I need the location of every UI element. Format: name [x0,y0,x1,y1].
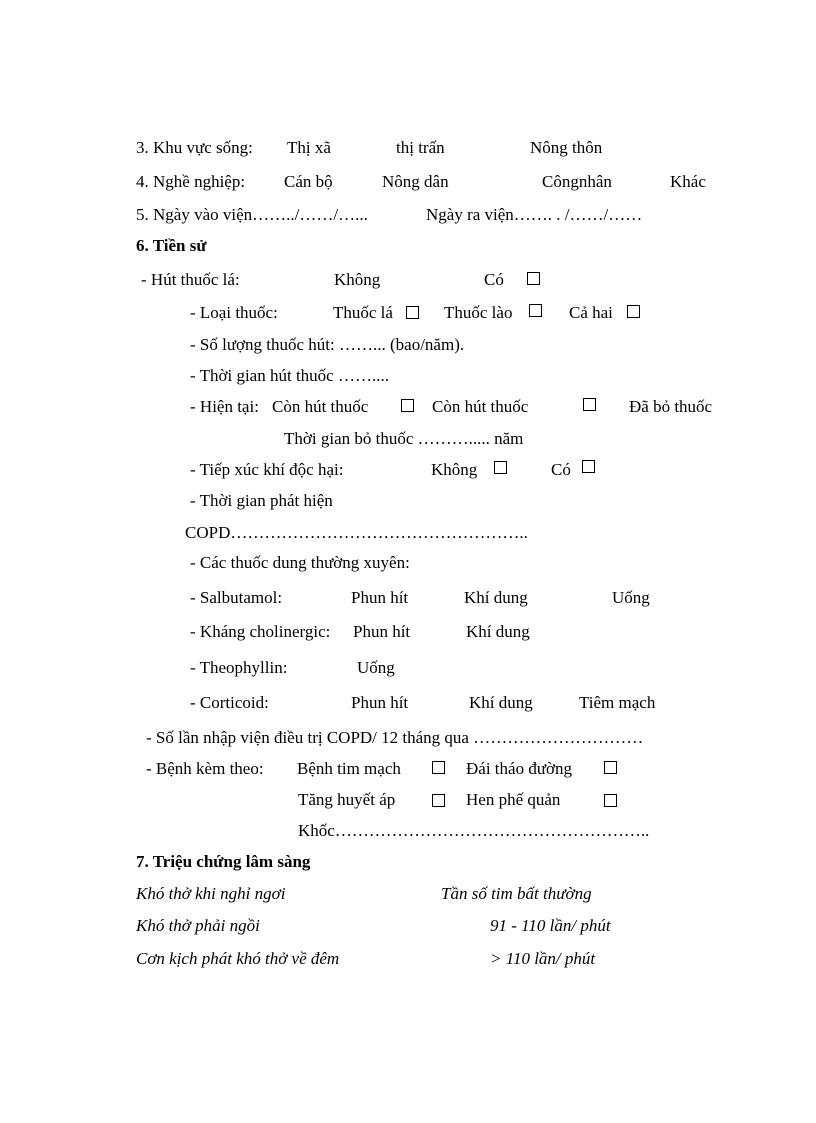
symptom-nocturnal-dyspnea: Cơn kịch phát khó thở về đêm [136,949,340,968]
heart-disease-checkbox[interactable] [432,761,445,774]
discharge-date-field[interactable]: Ngày ra viện……. . /……/…… [426,205,643,224]
copd-detection-field[interactable]: COPD…………………………………………….. [185,523,528,542]
abnormal-heart-rate-label: Tần số tim bất thường [441,884,592,903]
anticholinergic-label: - Kháng cholinergic: [190,622,331,641]
theophyllin-label: - Theophyllin: [190,658,288,677]
comorbidity-diabetes: Đái tháo đường [466,759,573,778]
smoking-yes-checkbox[interactable] [527,272,540,285]
job-option-farmer[interactable]: Nông dân [382,172,449,191]
still-smoking-1-checkbox[interactable] [401,399,414,412]
corticoid-option-iv[interactable]: Tiêm mạch [579,693,656,712]
comorbidity-hypertension: Tăng huyết áp [298,790,396,809]
symptom-dyspnea-rest: Khó thở khi nghỉ ngơi [136,884,286,903]
salbutamol-label: - Salbutamol: [190,588,283,607]
toxic-option-no: Không [431,460,478,479]
job-option-worker[interactable]: Côngnhân [542,172,612,191]
regular-meds-label: - Các thuốc dung thường xuyên: [190,553,410,572]
tobacco-type-pipe: Thuốc lào [444,303,513,322]
heart-rate-91-110: 91 - 110 lần/ phút [490,916,611,935]
salbutamol-option-inhaler[interactable]: Phun hít [351,588,409,607]
tobacco-pipe-checkbox[interactable] [529,304,542,317]
area-label: 3. Khu vực sống: [136,138,253,157]
asthma-checkbox[interactable] [604,794,617,807]
copd-admissions-field[interactable]: - Số lần nhập viện điều trị COPD/ 12 tháng qua ………………………… [146,728,644,747]
theophyllin-option-oral[interactable]: Uống [357,658,395,677]
anticholinergic-option-nebulizer[interactable]: Khí dung [466,622,530,641]
job-option-other[interactable]: Khác [670,172,706,191]
area-option-township[interactable]: thị trấn [396,138,445,157]
salbutamol-option-oral[interactable]: Uống [612,588,650,607]
salbutamol-option-nebulizer[interactable]: Khí dung [464,588,528,607]
corticoid-label: - Corticoid: [190,693,269,712]
history-heading: 6. Tiền sử [136,236,207,255]
tobacco-cigarette-checkbox[interactable] [406,306,419,319]
hypertension-checkbox[interactable] [432,794,445,807]
toxic-exposure-label: - Tiếp xúc khí độc hại: [190,460,344,479]
smoking-label: - Hút thuốc lá: [141,270,240,289]
tobacco-type-label: - Loại thuốc: [190,303,278,322]
area-option-rural[interactable]: Nông thôn [530,138,603,157]
smoking-amount-field[interactable]: - Số lượng thuốc hút: ……... (bao/năm). [190,335,465,354]
heart-rate-over-110: > 110 lần/ phút [490,949,596,968]
smoking-duration-field[interactable]: - Thời gian hút thuốc …….... [190,366,389,385]
comorbidity-asthma: Hen phế quản [466,790,561,809]
current-still-smoking-1: Còn hút thuốc [272,397,369,416]
symptom-orthopnea: Khó thở phải ngồi [136,916,260,935]
anticholinergic-option-inhaler[interactable]: Phun hít [353,622,411,641]
still-smoking-2-checkbox[interactable] [583,398,596,411]
comorbidity-heart: Bệnh tim mạch [297,759,401,778]
current-quit-smoking: Đã bỏ thuốc [629,397,713,416]
tobacco-both-checkbox[interactable] [627,305,640,318]
diabetes-checkbox[interactable] [604,761,617,774]
toxic-yes-checkbox[interactable] [582,460,595,473]
job-option-official[interactable]: Cán bộ [284,172,333,191]
corticoid-option-inhaler[interactable]: Phun hít [351,693,409,712]
toxic-no-checkbox[interactable] [494,461,507,474]
current-still-smoking-2: Còn hút thuốc [432,397,529,416]
quit-time-field[interactable]: Thời gian bỏ thuốc ………..... năm [284,429,524,448]
current-status-label: - Hiện tại: [190,397,259,416]
corticoid-option-nebulizer[interactable]: Khí dung [469,693,533,712]
tobacco-type-cigarette: Thuốc lá [333,303,393,322]
toxic-option-yes: Có [551,460,571,479]
admission-date-field[interactable]: 5. Ngày vào viện……../……/…... [136,205,368,224]
copd-detection-label: - Thời gian phát hiện [190,491,333,510]
smoking-option-yes: Có [484,270,504,289]
comorbidity-other-field[interactable]: Khốc……………………………………………….. [298,821,650,840]
tobacco-type-both: Cả hai [569,303,613,322]
job-label: 4. Nghề nghiệp: [136,172,246,191]
comorbidity-label: - Bệnh kèm theo: [146,759,264,778]
symptoms-heading: 7. Triệu chứng lâm sàng [136,852,311,871]
smoking-option-no[interactable]: Không [334,270,381,289]
area-option-town[interactable]: Thị xã [287,138,331,157]
